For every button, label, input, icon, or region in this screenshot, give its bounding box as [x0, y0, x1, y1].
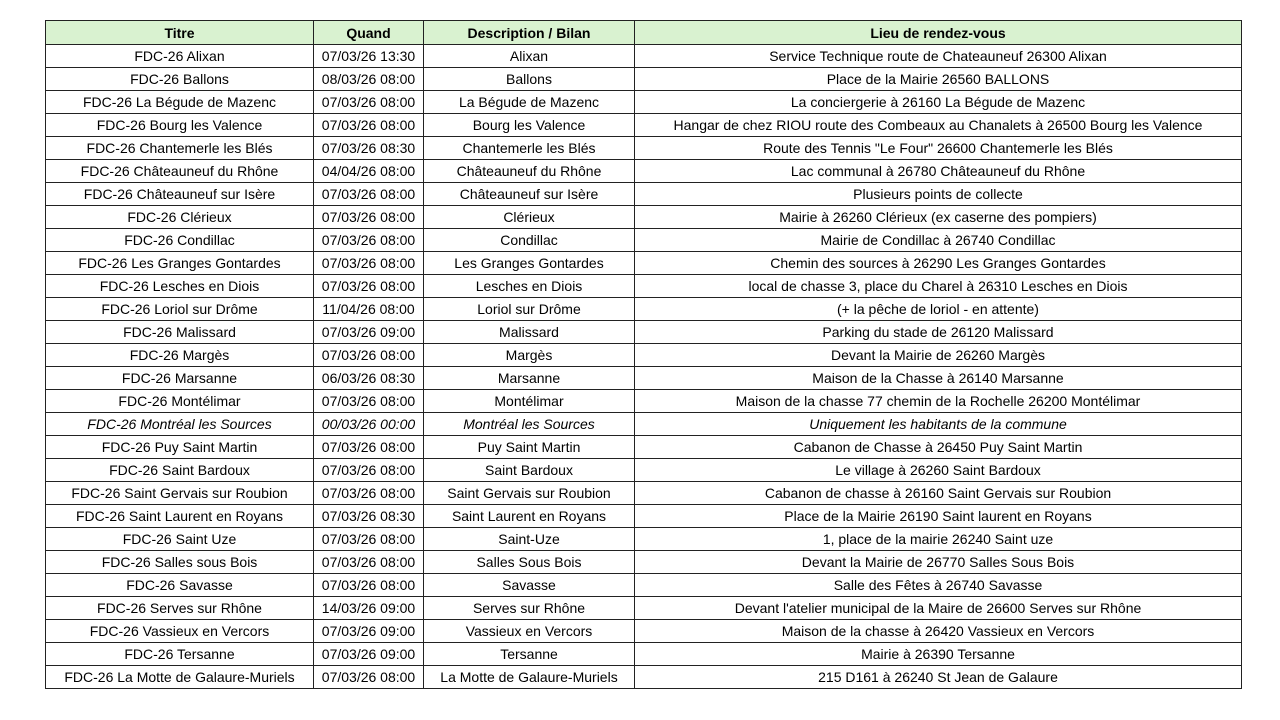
cell-lieu[interactable]: Plusieurs points de collecte: [635, 183, 1242, 206]
cell-titre[interactable]: FDC-26 Condillac: [46, 229, 314, 252]
cell-titre[interactable]: FDC-26 Puy Saint Martin: [46, 436, 314, 459]
table-row: [46, 390, 1242, 413]
cell-quand[interactable]: 07/03/26 08:00: [314, 206, 424, 229]
cell-quand[interactable]: 07/03/26 09:00: [314, 643, 424, 666]
cell-lieu[interactable]: Mairie à 26260 Clérieux (ex caserne des pompiers): [635, 206, 1242, 229]
cell-quand[interactable]: 04/04/26 08:00: [314, 160, 424, 183]
cell-description[interactable]: Chantemerle les Blés: [424, 137, 635, 160]
cell-description[interactable]: Saint Gervais sur Roubion: [424, 482, 635, 505]
cell-lieu[interactable]: Uniquement les habitants de la commune: [635, 413, 1242, 436]
cell-quand[interactable]: 14/03/26 09:00: [314, 597, 424, 620]
table-row: [46, 367, 1242, 390]
cell-titre[interactable]: FDC-26 La Motte de Galaure-Muriels: [46, 666, 314, 689]
cell-lieu[interactable]: (+ la pêche de loriol - en attente): [635, 298, 1242, 321]
cell-titre[interactable]: FDC-26 La Bégude de Mazenc: [46, 91, 314, 114]
cell-lieu[interactable]: Mairie à 26390 Tersanne: [635, 643, 1242, 666]
cell-description[interactable]: Montélimar: [424, 390, 635, 413]
cell-description[interactable]: Saint Laurent en Royans: [424, 505, 635, 528]
cell-lieu[interactable]: Devant la Mairie de 26770 Salles Sous Bois: [635, 551, 1242, 574]
header-lieu[interactable]: Lieu de rendez-vous: [635, 21, 1242, 45]
cell-quand[interactable]: 07/03/26 08:30: [314, 505, 424, 528]
cell-lieu[interactable]: Cabanon de chasse à 26160 Saint Gervais sur Roubion: [635, 482, 1242, 505]
cell-quand[interactable]: 07/03/26 08:00: [314, 390, 424, 413]
cell-lieu[interactable]: Maison de la Chasse à 26140 Marsanne: [635, 367, 1242, 390]
table-row: [46, 45, 1242, 68]
header-titre[interactable]: Titre: [46, 21, 314, 45]
cell-titre[interactable]: FDC-26 Tersanne: [46, 643, 314, 666]
cell-titre[interactable]: FDC-26 Montélimar: [46, 390, 314, 413]
cell-quand[interactable]: 07/03/26 08:00: [314, 183, 424, 206]
header-quand[interactable]: Quand: [314, 21, 424, 45]
table-row: [46, 666, 1242, 689]
cell-description[interactable]: Bourg les Valence: [424, 114, 635, 137]
cell-description[interactable]: Tersanne: [424, 643, 635, 666]
cell-description[interactable]: La Motte de Galaure-Muriels: [424, 666, 635, 689]
cell-lieu[interactable]: Cabanon de Chasse à 26450 Puy Saint Martin: [635, 436, 1242, 459]
cell-titre[interactable]: FDC-26 Vassieux en Vercors: [46, 620, 314, 643]
cell-lieu[interactable]: Lac communal à 26780 Châteauneuf du Rhône: [635, 160, 1242, 183]
table-row: [46, 643, 1242, 666]
cell-description[interactable]: Salles Sous Bois: [424, 551, 635, 574]
cell-quand[interactable]: 11/04/26 08:00: [314, 298, 424, 321]
cell-titre[interactable]: FDC-26 Alixan: [46, 45, 314, 68]
cell-titre[interactable]: FDC-26 Saint Gervais sur Roubion: [46, 482, 314, 505]
cell-quand[interactable]: 08/03/26 08:00: [314, 68, 424, 91]
cell-description[interactable]: Loriol sur Drôme: [424, 298, 635, 321]
cell-description[interactable]: Condillac: [424, 229, 635, 252]
table-row: [46, 459, 1242, 482]
table-row: [46, 620, 1242, 643]
cell-titre[interactable]: FDC-26 Saint Laurent en Royans: [46, 505, 314, 528]
cell-description[interactable]: Alixan: [424, 45, 635, 68]
cell-titre[interactable]: FDC-26 Chantemerle les Blés: [46, 137, 314, 160]
table-row: [46, 91, 1242, 114]
cell-quand[interactable]: 07/03/26 08:00: [314, 436, 424, 459]
cell-quand[interactable]: 07/03/26 08:00: [314, 91, 424, 114]
table-row: [46, 252, 1242, 275]
cell-lieu[interactable]: Route des Tennis "Le Four" 26600 Chantemerle les Blés: [635, 137, 1242, 160]
cell-lieu[interactable]: Devant la Mairie de 26260 Margès: [635, 344, 1242, 367]
cell-quand[interactable]: 07/03/26 08:00: [314, 229, 424, 252]
cell-description[interactable]: Vassieux en Vercors: [424, 620, 635, 643]
cell-titre[interactable]: FDC-26 Margès: [46, 344, 314, 367]
cell-lieu[interactable]: Maison de la chasse 77 chemin de la Rochelle 26200 Montélimar: [635, 390, 1242, 413]
cell-description[interactable]: Montréal les Sources: [424, 413, 635, 436]
cell-lieu[interactable]: Maison de la chasse à 26420 Vassieux en Vercors: [635, 620, 1242, 643]
cell-quand[interactable]: 07/03/26 08:00: [314, 574, 424, 597]
cell-quand[interactable]: 07/03/26 09:00: [314, 321, 424, 344]
header-description[interactable]: Description / Bilan: [424, 21, 635, 45]
cell-lieu[interactable]: Mairie de Condillac à 26740 Condillac: [635, 229, 1242, 252]
cell-titre[interactable]: FDC-26 Ballons: [46, 68, 314, 91]
table-row: [46, 114, 1242, 137]
table-row: [46, 551, 1242, 574]
cell-titre[interactable]: FDC-26 Châteauneuf sur Isère: [46, 183, 314, 206]
table-row: [46, 206, 1242, 229]
cell-quand[interactable]: 07/03/26 08:00: [314, 666, 424, 689]
cell-description[interactable]: Châteauneuf sur Isère: [424, 183, 635, 206]
cell-description[interactable]: Puy Saint Martin: [424, 436, 635, 459]
cell-description[interactable]: Châteauneuf du Rhône: [424, 160, 635, 183]
cell-lieu[interactable]: La conciergerie à 26160 La Bégude de Mazenc: [635, 91, 1242, 114]
cell-lieu[interactable]: Chemin des sources à 26290 Les Granges Gontardes: [635, 252, 1242, 275]
cell-quand[interactable]: 07/03/26 08:00: [314, 551, 424, 574]
cell-titre[interactable]: FDC-26 Savasse: [46, 574, 314, 597]
cell-quand[interactable]: 06/03/26 08:30: [314, 367, 424, 390]
cell-titre[interactable]: FDC-26 Marsanne: [46, 367, 314, 390]
cell-titre[interactable]: FDC-26 Saint Uze: [46, 528, 314, 551]
table-row: [46, 528, 1242, 551]
table-row: [46, 321, 1242, 344]
cell-titre[interactable]: FDC-26 Salles sous Bois: [46, 551, 314, 574]
cell-quand[interactable]: 07/03/26 08:00: [314, 528, 424, 551]
cell-description[interactable]: Marsanne: [424, 367, 635, 390]
table-row: [46, 298, 1242, 321]
cell-titre[interactable]: FDC-26 Montréal les Sources: [46, 413, 314, 436]
cell-quand[interactable]: 07/03/26 08:00: [314, 275, 424, 298]
cell-description[interactable]: Serves sur Rhône: [424, 597, 635, 620]
cell-quand[interactable]: 07/03/26 08:00: [314, 482, 424, 505]
cell-quand[interactable]: 07/03/26 13:30: [314, 45, 424, 68]
cell-titre[interactable]: FDC-26 Serves sur Rhône: [46, 597, 314, 620]
table-row: [46, 183, 1242, 206]
cell-lieu[interactable]: Le village à 26260 Saint Bardoux: [635, 459, 1242, 482]
cell-titre[interactable]: FDC-26 Les Granges Gontardes: [46, 252, 314, 275]
cell-description[interactable]: Saint Bardoux: [424, 459, 635, 482]
table-row: [46, 574, 1242, 597]
cell-quand[interactable]: 07/03/26 08:30: [314, 137, 424, 160]
table-row: [46, 229, 1242, 252]
table-row: [46, 68, 1242, 91]
cell-description[interactable]: Margès: [424, 344, 635, 367]
cell-titre[interactable]: FDC-26 Bourg les Valence: [46, 114, 314, 137]
cell-titre[interactable]: FDC-26 Clérieux: [46, 206, 314, 229]
cell-description[interactable]: Saint-Uze: [424, 528, 635, 551]
cell-description[interactable]: Ballons: [424, 68, 635, 91]
cell-quand[interactable]: 07/03/26 08:00: [314, 459, 424, 482]
cell-lieu[interactable]: 215 D161 à 26240 St Jean de Galaure: [635, 666, 1242, 689]
table-row: [46, 597, 1242, 620]
cell-quand[interactable]: 07/03/26 08:00: [314, 344, 424, 367]
table-row: [46, 436, 1242, 459]
cell-description[interactable]: Les Granges Gontardes: [424, 252, 635, 275]
cell-lieu[interactable]: Service Technique route de Chateauneuf 26300 Alixan: [635, 45, 1242, 68]
cell-lieu[interactable]: Parking du stade de 26120 Malissard: [635, 321, 1242, 344]
cell-titre[interactable]: FDC-26 Loriol sur Drôme: [46, 298, 314, 321]
table-row: [46, 482, 1242, 505]
cell-description[interactable]: Lesches en Diois: [424, 275, 635, 298]
table-row: [46, 275, 1242, 298]
cell-quand[interactable]: 07/03/26 08:00: [314, 252, 424, 275]
cell-titre[interactable]: FDC-26 Châteauneuf du Rhône: [46, 160, 314, 183]
table-row: [46, 137, 1242, 160]
cell-quand[interactable]: 00/03/26 00:00: [314, 413, 424, 436]
cell-titre[interactable]: FDC-26 Malissard: [46, 321, 314, 344]
table-row: [46, 344, 1242, 367]
cell-titre[interactable]: FDC-26 Saint Bardoux: [46, 459, 314, 482]
cell-titre[interactable]: FDC-26 Lesches en Diois: [46, 275, 314, 298]
cell-description[interactable]: La Bégude de Mazenc: [424, 91, 635, 114]
header-row: [46, 21, 1242, 45]
cell-lieu[interactable]: Place de la Mairie 26560 BALLONS: [635, 68, 1242, 91]
cell-description[interactable]: Clérieux: [424, 206, 635, 229]
cell-lieu[interactable]: Hangar de chez RIOU route des Combeaux au Chanalets à 26500 Bourg les Valence: [635, 114, 1242, 137]
cell-quand[interactable]: 07/03/26 09:00: [314, 620, 424, 643]
cell-lieu[interactable]: local de chasse 3, place du Charel à 26310 Lesches en Diois: [635, 275, 1242, 298]
cell-lieu[interactable]: Devant l'atelier municipal de la Maire de 26600 Serves sur Rhône: [635, 597, 1242, 620]
cell-lieu[interactable]: 1, place de la mairie 26240 Saint uze: [635, 528, 1242, 551]
table-row: [46, 160, 1242, 183]
cell-description[interactable]: Savasse: [424, 574, 635, 597]
table-row: [46, 413, 1242, 436]
table-row: [46, 505, 1242, 528]
cell-quand[interactable]: 07/03/26 08:00: [314, 114, 424, 137]
cell-lieu[interactable]: Salle des Fêtes à 26740 Savasse: [635, 574, 1242, 597]
events-table: [45, 20, 1242, 689]
cell-lieu[interactable]: Place de la Mairie 26190 Saint laurent en Royans: [635, 505, 1242, 528]
cell-description[interactable]: Malissard: [424, 321, 635, 344]
